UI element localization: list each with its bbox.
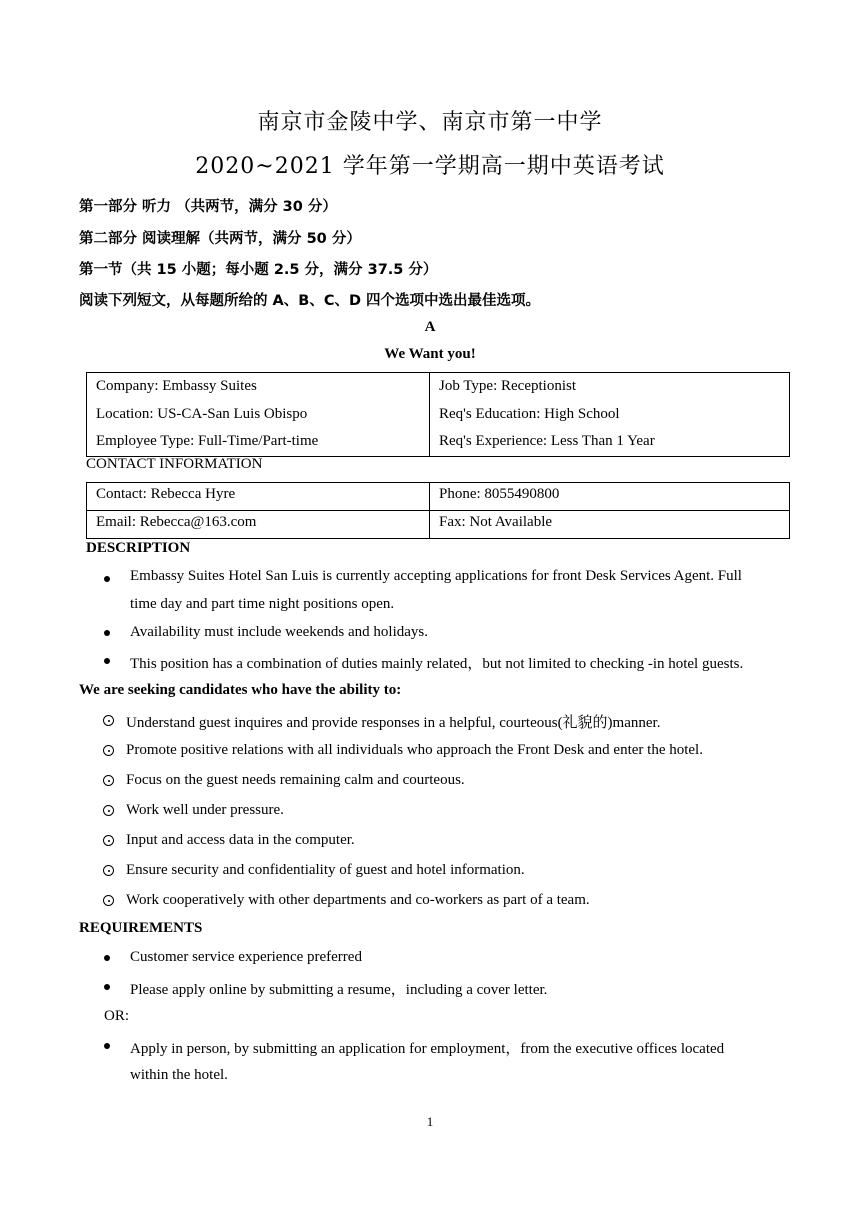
education: Req's Education: High School — [439, 405, 620, 422]
ability-item: Promote positive relations with all individuals who approach the Front Desk and enter the hotel. — [126, 742, 703, 758]
description-heading: DESCRIPTION — [86, 540, 191, 556]
job-info-right — [430, 373, 790, 457]
requirement-item: Apply in person, by submitting an application for employment，from the executive offices located — [130, 1041, 725, 1057]
bullet-icon — [104, 630, 110, 636]
requirement-or: OR: — [104, 1008, 130, 1024]
job-type: Job Type: Receptionist — [439, 378, 576, 394]
bullet-icon — [104, 955, 110, 961]
contact-phone: Phone: 8055490800 — [430, 483, 790, 511]
passage-heading: We Want you! — [384, 346, 476, 362]
contact-email: Email: Rebecca@163.com — [87, 511, 430, 539]
circle-dot-icon — [103, 775, 114, 786]
instruction: 阅读下列短文，从每题所给的 A、B、C、D 四个选项中选出最佳选项。 — [79, 293, 541, 309]
bullet-icon — [104, 576, 110, 582]
contact-fax: Fax: Not Available — [430, 511, 790, 539]
circle-dot-icon — [103, 865, 114, 876]
section1-heading: 第一节（共 15 小题；每小题 2.5 分，满分 37.5 分） — [79, 262, 438, 278]
ability-item: Understand guest inquires and provide responses in a helpful, courteous(礼貌的)manner. — [126, 715, 661, 731]
circle-dot-icon — [103, 895, 114, 906]
contact-table — [86, 482, 790, 539]
requirement-item-cont: within the hotel. — [130, 1067, 228, 1083]
circle-dot-icon — [103, 745, 114, 756]
passage-letter: A — [424, 319, 436, 335]
location: Location: US-CA-San Luis Obispo — [96, 405, 308, 422]
ability-item: Input and access data in the computer. — [126, 832, 355, 848]
ability-item: Ensure security and confidentiality of guest and hotel information. — [126, 862, 525, 878]
employee-type: Employee Type: Full-Time/Part-time — [96, 433, 319, 449]
seeking-heading: We are seeking candidates who have the ability to: — [79, 682, 402, 698]
title-line-2: 2020~2021 学年第一学期高一期中英语考试 — [195, 154, 665, 179]
bullet-icon — [104, 1043, 110, 1049]
ability-item: Work well under pressure. — [126, 802, 284, 818]
ability-item: Focus on the guest needs remaining calm and courteous. — [126, 772, 465, 788]
part2-heading: 第二部分 阅读理解（共两节，满分 50 分） — [79, 231, 361, 247]
description-item-1-cont: time day and part time night positions open. — [130, 596, 395, 612]
bullet-icon — [104, 658, 110, 664]
description-item-1: Embassy Suites Hotel San Luis is currently accepting applications for front Desk Services Agent. Full — [130, 568, 742, 584]
part1-heading: 第一部分 听力 （共两节，满分 30 分） — [79, 199, 337, 215]
requirement-item: Customer service experience preferred — [130, 949, 362, 965]
circle-dot-icon — [103, 715, 114, 726]
page-number: 1 — [426, 1114, 434, 1129]
job-info-table — [86, 372, 790, 457]
ability-item: Work cooperatively with other departments and co-workers as part of a team. — [126, 892, 590, 908]
contact-heading: CONTACT INFORMATION — [86, 456, 263, 472]
description-item-3: This position has a combination of duties mainly related，but not limited to checking -in hotel guests. — [130, 656, 744, 672]
bullet-icon — [104, 984, 110, 990]
requirement-item: Please apply online by submitting a resume，including a cover letter. — [130, 982, 548, 998]
circle-dot-icon — [103, 835, 114, 846]
circle-dot-icon — [103, 805, 114, 816]
contact-name: Contact: Rebecca Hyre — [87, 483, 430, 511]
job-info-left — [87, 373, 430, 457]
requirements-heading: REQUIREMENTS — [79, 920, 203, 936]
company: Company: Embassy Suites — [96, 378, 257, 394]
title-line-1: 南京市金陵中学、南京市第一中学 — [257, 110, 603, 135]
experience: Req's Experience: Less Than 1 Year — [439, 433, 655, 449]
description-item-2: Availability must include weekends and holidays. — [130, 624, 428, 640]
